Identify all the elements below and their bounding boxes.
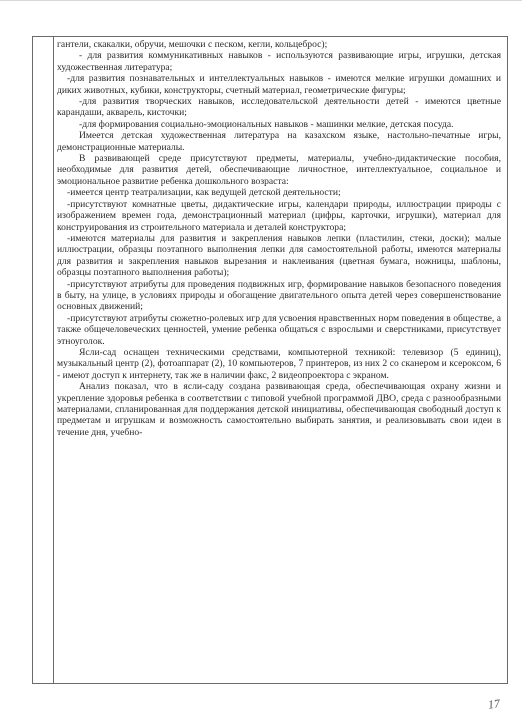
paragraph: Имеется детская художественная литература на казахском языке, настольно-печатные игры, демонстрационные материалы. <box>57 130 501 153</box>
table-column-divider <box>53 37 54 683</box>
document-table <box>32 36 508 684</box>
paragraph: Анализ показал, что в ясли-саду создана развивающая среда, обеспечивающая охрану жизни и укрепление здоровья ребенка в соответствии с типовой учебной программой ДВО, среда с разнообразными материалами, спланированная для поддержания детской инициативы, обеспечивающая свободный доступ к предметам и игрушкам и возможность самостоятельно выбирать занятия, и реализовывать свои идеи в течение дня, учебно- <box>57 381 501 438</box>
paragraph: -для развития познавательных и интеллектуальных навыков - имеются мелкие игрушки домашних и диких животных, кубики, конструкторы, счетный материал, геометрические фигуры; <box>57 73 501 96</box>
paragraph: Ясли-сад оснащен техническими средствами, компьютерной техникой: телевизор (5 единиц), музыкальный центр (2), фотоаппарат (2), 10 компьютеров, 7 принтеров, из них 2 со сканером и ксероксом, 6 - имеют доступ к интернету, так же в наличии факс, 2 видеопроектора с экраном. <box>57 346 501 381</box>
table-text-cell <box>57 39 501 438</box>
paragraph: гантели, скакалки, обручи, мешочки с песком, кегли, кольцеброс); <box>57 39 328 50</box>
paragraph: -имеется центр театрализации, как ведущей детской деятельности; <box>67 187 341 199</box>
paragraph: -для формирования социально-эмоциональных навыков - машинки мелкие, детская посуда. <box>79 118 454 130</box>
paragraph: -имеются материалы для развития и закрепления навыков лепки (пластилин, стеки, доски); малые иллюстрации, образцы поэтапного выполнения лепки для самостоятельной работы, имеются материалы для развития и закрепления навыков вырезания и наклеивания (цветная бумага, ножницы, шаблоны, образцы поэтапного выполнения работы); <box>57 232 501 279</box>
paragraph: В развивающей среде присутствуют предметы, материалы, учебно-дидактические пособия, необходимые для развития детей, обеспечивающие личностное, интеллектуальное, социальное и эмоциональное развитие ребенка дошкольного возраста: <box>57 153 501 187</box>
paragraph: -присутствуют атрибуты сюжетно-ролевых игр для усвоения нравственных норм поведения в обществе, а также общечеловеческих ценностей, умение ребенка общаться с взрослыми и сверстниками, присутствует этноуголок. <box>57 312 501 347</box>
paragraph: -для развития творческих навыков, исследовательской деятельности детей - имеются цветные карандаши, акварель, кисточки; <box>57 96 501 119</box>
paragraph: - для развития коммуникативных навыков - используются развивающие игры, игрушки, детская художественная литература; <box>57 50 501 73</box>
paragraph: -присутствуют атрибуты для проведения подвижных игр, формирование навыков безопасного поведения в быту, на улице, в условиях природы и обогащение двигательного опыта детей через совершенствование основных движений; <box>57 278 501 313</box>
page-number: 17 <box>487 696 501 712</box>
paragraph: -присутствуют комнатные цветы, дидактические игры, календари природы, иллюстрации природы с изображением времен года, демонстрационный материал (цифры, карточки, игрушки), материал для конструирования из строительного материала и деталей конструктора; <box>57 198 501 233</box>
